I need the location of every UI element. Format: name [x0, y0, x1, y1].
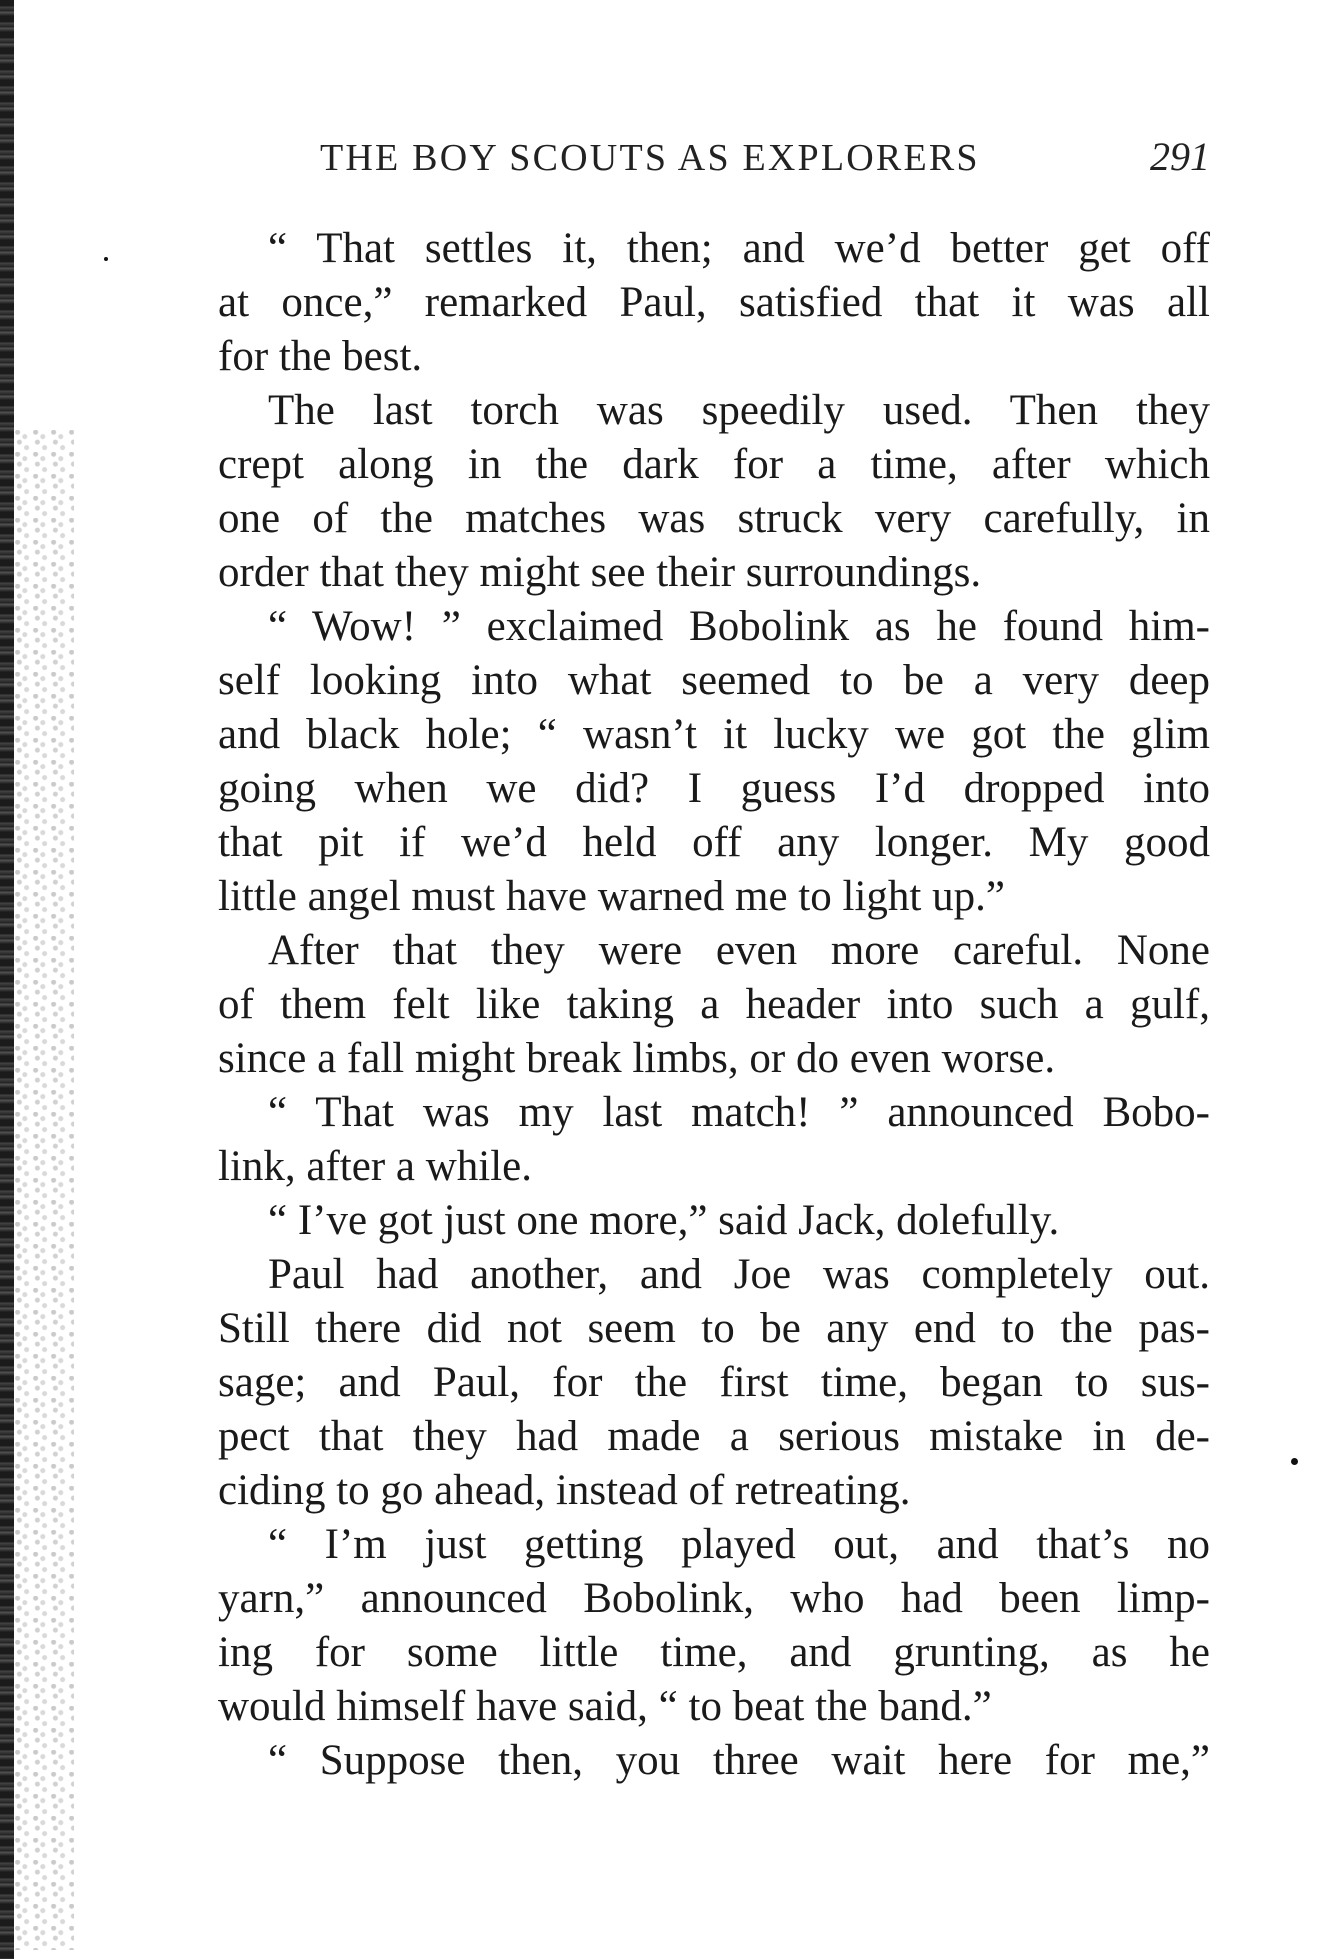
- text-line: “ I’ve got just one more,” said Jack, dolefully.: [268, 1197, 1060, 1244]
- ink-speck: [1291, 1458, 1298, 1465]
- text-line: would himself have said, “ to beat the band.”: [218, 1683, 992, 1730]
- text-line: self looking into what seemed to be a very deep: [218, 657, 1210, 704]
- text-line: “ That settles it, then; and we’d better get off: [268, 225, 1210, 272]
- ink-speck: [104, 257, 108, 261]
- text-line: sage; and Paul, for the first time, began to sus-: [218, 1359, 1210, 1406]
- text-line: since a fall might break limbs, or do even worse.: [218, 1035, 1056, 1082]
- text-line: little angel must have warned me to light up.”: [218, 873, 1005, 920]
- text-line: that pit if we’d held off any longer. My good: [218, 819, 1210, 866]
- text-line: Paul had another, and Joe was completely out.: [268, 1251, 1210, 1298]
- text-line: “ Suppose then, you three wait here for me,”: [268, 1737, 1210, 1784]
- text-line: link, after a while.: [218, 1143, 533, 1190]
- text-line: ciding to go ahead, instead of retreating.: [218, 1467, 911, 1514]
- page-gutter-shadow: [14, 430, 74, 1950]
- text-line: The last torch was speedily used. Then they: [268, 387, 1210, 434]
- text-line: “ I’m just getting played out, and that’s no: [268, 1521, 1210, 1568]
- text-line: at once,” remarked Paul, satisfied that it was all: [218, 279, 1210, 326]
- text-line: Still there did not seem to be any end to the pas-: [218, 1305, 1210, 1352]
- text-line: and black hole; “ wasn’t it lucky we got the glim: [218, 711, 1210, 758]
- text-line: “ That was my last match! ” announced Bobo-: [268, 1089, 1210, 1136]
- text-line: pect that they had made a serious mistake in de-: [218, 1413, 1210, 1460]
- text-line: for the best.: [218, 333, 423, 380]
- text-line: After that they were even more careful. None: [268, 927, 1210, 974]
- text-line: yarn,” announced Bobolink, who had been limp-: [218, 1575, 1210, 1622]
- text-line: of them felt like taking a header into such a gulf,: [218, 981, 1210, 1028]
- text-line: crept along in the dark for a time, after which: [218, 441, 1210, 488]
- page-number: 291: [1150, 134, 1210, 179]
- text-line: ing for some little time, and grunting, as he: [218, 1629, 1210, 1676]
- page-header: [320, 133, 1210, 180]
- text-line: one of the matches was struck very carefully, in: [218, 495, 1210, 542]
- running-head: THE BOY SCOUTS AS EXPLORERS: [320, 137, 980, 179]
- text-line: order that they might see their surroundings.: [218, 549, 982, 596]
- text-line: going when we did? I guess I’d dropped into: [218, 765, 1210, 812]
- body-text: [218, 222, 1210, 1788]
- text-line: “ Wow! ” exclaimed Bobolink as he found him-: [268, 603, 1210, 650]
- book-binding-edge: [0, 0, 14, 1959]
